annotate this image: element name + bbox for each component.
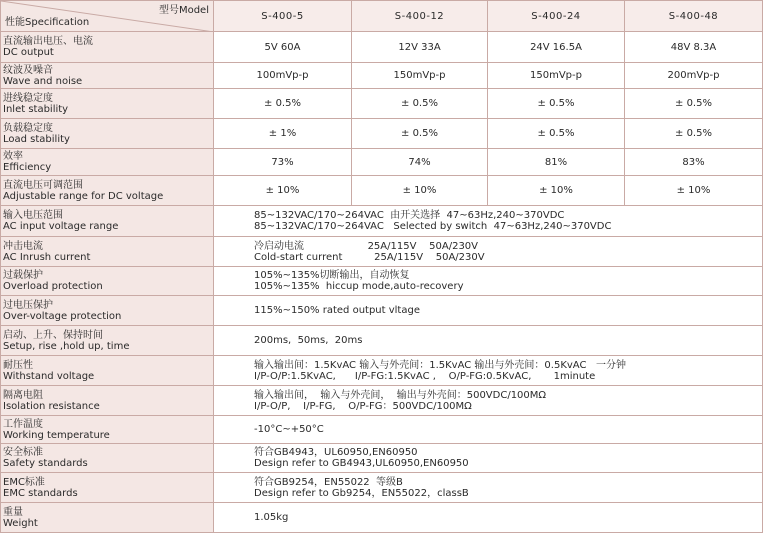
spec-label-en: Working temperature [3, 429, 110, 441]
spec-label-cn: 纹波及噪音 [3, 64, 53, 76]
spec-label-cn: 过电压保护 [3, 299, 53, 311]
spec-label-cn: 启动、上升、保持时间 [3, 329, 103, 341]
model-column-header: S-400-48 [625, 1, 763, 32]
spec-row [1, 444, 763, 473]
spec-row [1, 89, 763, 119]
spec-label-en: AC input voltage range [3, 221, 119, 232]
spec-label-cell [1, 386, 214, 416]
spec-value-line: 115%~150% rated output vltage [254, 305, 420, 316]
spec-value-cell: 74% [352, 149, 488, 176]
spec-value-cell: 24V 16.5A [488, 32, 625, 63]
spec-row [1, 296, 763, 326]
spec-label-cn: 直流电压可调范围 [3, 179, 83, 191]
spec-label-cn: 进线稳定度 [3, 92, 53, 104]
spec-label-cn: 冲击电流 [3, 240, 43, 252]
spec-value-line: 冷启动电流 25A/115V 50A/230V [254, 240, 479, 252]
spec-value-cell: 81% [488, 149, 625, 176]
spec-label-cn: 效率 [3, 151, 23, 162]
spec-label-cn: 工作温度 [3, 418, 43, 430]
spec-label-en: EMC standards [3, 487, 78, 499]
spec-label-cell [1, 473, 214, 503]
spec-value-cell: 150mVp-p [488, 63, 625, 89]
spec-merged-value-cell [214, 444, 763, 473]
spec-value-cell: 150mVp-p [352, 63, 488, 89]
spec-label-en: Isolation resistance [3, 400, 100, 412]
spec-label-en: Withstand voltage [3, 370, 95, 382]
spec-row [1, 149, 763, 176]
spec-row [1, 386, 763, 416]
spec-value-line: 输入输出间， 输入与外壳间， 输出与外壳间：500VDC/100MΩ [254, 389, 547, 401]
spec-label-cn: 安全标准 [3, 447, 43, 458]
spec-merged-value-cell [214, 416, 763, 444]
specification-header-label: 性能Specification [5, 17, 90, 28]
spec-label-en: Safety standards [3, 458, 88, 469]
spec-row [1, 416, 763, 444]
model-column-header: S-400-12 [352, 1, 488, 32]
model-column-header: S-400-5 [214, 1, 352, 32]
spec-value-cell: ± 10% [214, 176, 352, 206]
model-column-header: S-400-24 [488, 1, 625, 32]
spec-value-cell: ± 10% [625, 176, 763, 206]
spec-label-en: Wave and noise [3, 75, 83, 87]
spec-value-line: 200ms, 50ms, 20ms [254, 335, 363, 346]
spec-row [1, 267, 763, 296]
spec-value-cell: 100mVp-p [214, 63, 352, 89]
spec-label-en: DC output [3, 47, 54, 58]
spec-label-cell [1, 444, 214, 473]
spec-label-en: Adjustable range for DC voltage [3, 190, 164, 202]
spec-value-line: Cold-start current 25A/115V 50A/230V [254, 251, 485, 263]
spec-row [1, 473, 763, 503]
spec-value-cell: ± 0.5% [352, 89, 488, 119]
spec-label-cell [1, 176, 214, 206]
spec-value-line: -10°C~+50°C [254, 424, 324, 435]
spec-label-en: Weight [3, 517, 38, 529]
spec-value-line: I/P-O/P:1.5KvAC, I/P-FG:1.5KvAC , O/P-FG:0.5KvAC, 1minute [254, 370, 596, 382]
spec-row [1, 503, 763, 533]
spec-value-line: 符合GB9254，EN55022 等级B [254, 476, 403, 488]
spec-value-line: Design refer to Gb9254，EN55022，classB [254, 487, 469, 499]
spec-value-cell: 83% [625, 149, 763, 176]
spec-value-line: 105%~135% hiccup mode,auto-recovery [254, 281, 464, 292]
header-row [1, 1, 763, 32]
spec-row [1, 176, 763, 206]
spec-row [1, 119, 763, 149]
spec-label-en: Over-voltage protection [3, 310, 122, 322]
spec-label-cn: EMC标准 [3, 476, 45, 488]
spec-value-cell: 48V 8.3A [625, 32, 763, 63]
spec-value-cell: ± 0.5% [625, 89, 763, 119]
spec-merged-value-cell [214, 267, 763, 296]
spec-label-en: Load stability [3, 133, 70, 145]
spec-merged-value-cell [214, 503, 763, 533]
spec-value-line: Design refer to GB4943,UL60950,EN60950 [254, 458, 469, 469]
spec-label-cn: 重量 [3, 506, 23, 518]
spec-label-en: Overload protection [3, 281, 103, 292]
spec-label-cell [1, 89, 214, 119]
spec-row [1, 206, 763, 237]
header-corner-cell [1, 1, 214, 32]
spec-value-cell: ± 10% [488, 176, 625, 206]
spec-label-cell [1, 63, 214, 89]
spec-value-cell: ± 1% [214, 119, 352, 149]
spec-label-en: Inlet stability [3, 103, 69, 115]
spec-row [1, 356, 763, 386]
spec-label-en: Setup, rise ,hold up, time [3, 340, 130, 352]
spec-value-cell: 73% [214, 149, 352, 176]
spec-value-cell: 5V 60A [214, 32, 352, 63]
spec-label-cell [1, 206, 214, 237]
spec-row [1, 63, 763, 89]
spec-label-cell [1, 237, 214, 267]
spec-value-line: 105%~135%切断输出，自动恢复 [254, 270, 410, 281]
model-header-label: 型号Model [158, 5, 209, 16]
spec-label-cell [1, 296, 214, 326]
spec-label-cn: 耐压性 [3, 359, 33, 371]
spec-label-en: Efficiency [3, 162, 52, 173]
spec-value-line: 85~132VAC/170~264VAC 由开关选择 47~63Hz,240~370VDC [254, 210, 565, 221]
spec-merged-value-cell [214, 326, 763, 356]
spec-row [1, 326, 763, 356]
spec-row [1, 32, 763, 63]
spec-label-cn: 过载保护 [3, 270, 43, 281]
spec-value-cell: ± 0.5% [625, 119, 763, 149]
spec-value-cell: ± 0.5% [214, 89, 352, 119]
spec-label-cn: 隔离电阻 [3, 389, 43, 401]
spec-row [1, 237, 763, 267]
spec-merged-value-cell [214, 296, 763, 326]
spec-label-cn: 直流输出电压、电流 [3, 36, 93, 47]
spec-value-cell: ± 0.5% [352, 119, 488, 149]
spec-value-line: 输入输出间：1.5KvAC 输入与外壳间：1.5KvAC 输出与外壳间：0.5KvAC 一分钟 [254, 359, 626, 371]
spec-label-cell [1, 326, 214, 356]
spec-merged-value-cell [214, 356, 763, 386]
spec-label-cell [1, 356, 214, 386]
spec-value-line: 1.05kg [254, 512, 289, 523]
spec-value-line: 符合GB4943，UL60950,EN60950 [254, 447, 418, 458]
spec-value-cell: 200mVp-p [625, 63, 763, 89]
spec-merged-value-cell [214, 206, 763, 237]
spec-value-cell: ± 0.5% [488, 89, 625, 119]
spec-value-line: 85~132VAC/170~264VAC Selected by switch 47~63Hz,240~370VDC [254, 221, 612, 232]
spec-value-line: I/P-O/P, I/P-FG, O/P-FG：500VDC/100MΩ [254, 400, 472, 412]
spec-label-en: AC Inrush current [3, 251, 91, 263]
spec-merged-value-cell [214, 473, 763, 503]
spec-label-cell [1, 32, 214, 63]
spec-value-cell: 12V 33A [352, 32, 488, 63]
spec-label-cn: 输入电压范围 [3, 210, 63, 221]
spec-label-cn: 负载稳定度 [3, 122, 53, 134]
spec-label-cell [1, 503, 214, 533]
spec-label-cell [1, 149, 214, 176]
spec-merged-value-cell [214, 386, 763, 416]
spec-label-cell [1, 267, 214, 296]
spec-merged-value-cell [214, 237, 763, 267]
spec-value-cell: ± 10% [352, 176, 488, 206]
spec-value-cell: ± 0.5% [488, 119, 625, 149]
spec-label-cell [1, 119, 214, 149]
spec-label-cell [1, 416, 214, 444]
